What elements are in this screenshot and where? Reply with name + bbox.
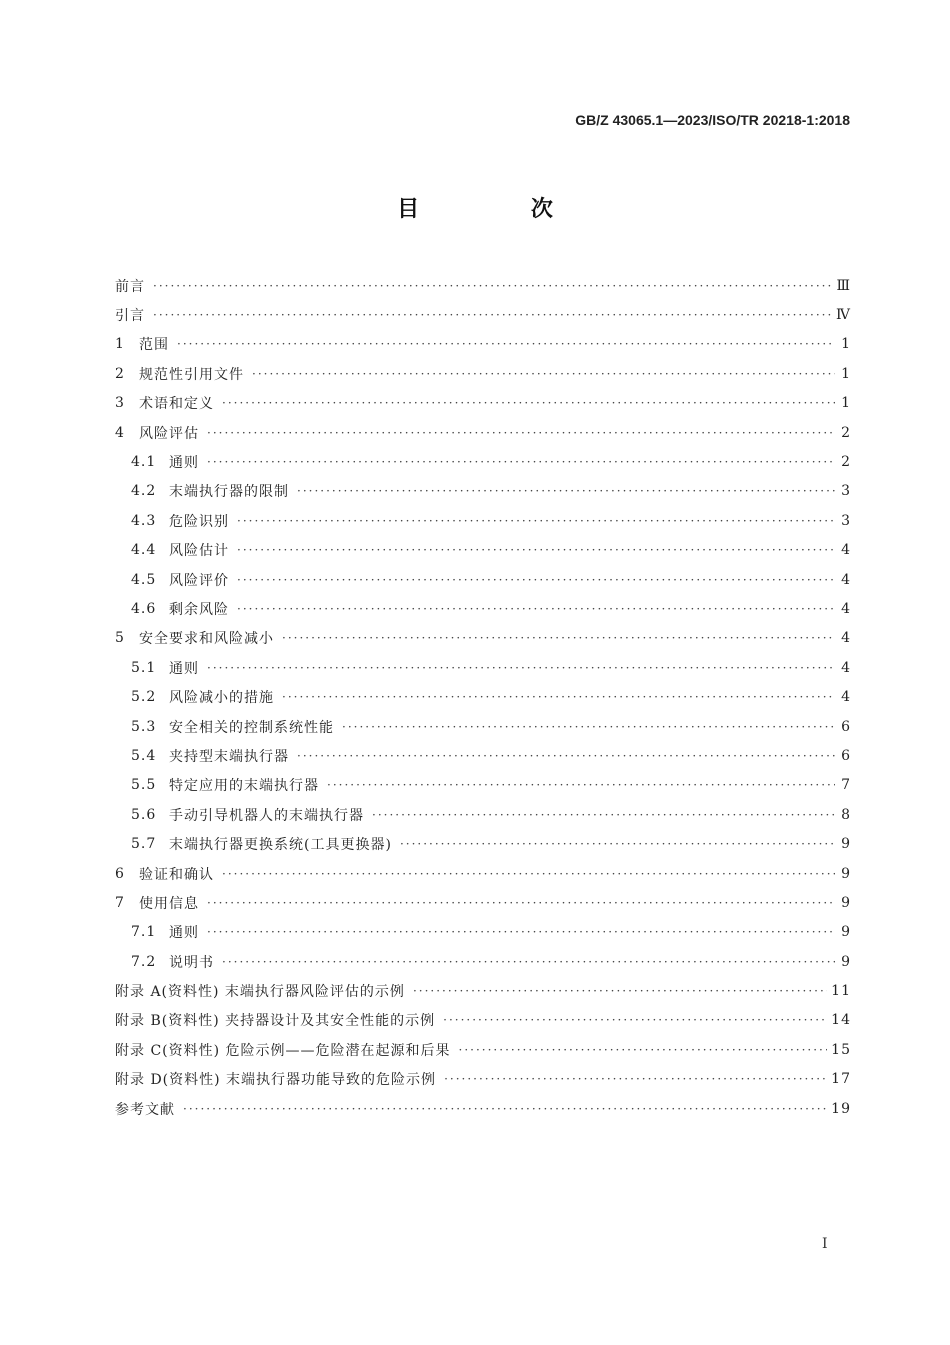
toc-entry[interactable] xyxy=(115,359,851,388)
dot-leader xyxy=(282,631,835,645)
toc-entry-page: 4 xyxy=(841,689,851,706)
dot-leader xyxy=(342,720,835,734)
toc-entry-number: 5.5 xyxy=(131,777,157,794)
dot-leader xyxy=(252,367,835,381)
toc-entry-label: 夹持型末端执行器 xyxy=(169,748,289,765)
toc-entry[interactable] xyxy=(115,506,851,535)
dot-leader xyxy=(207,896,835,910)
toc-entry-number: 7 xyxy=(115,894,125,911)
dot-leader xyxy=(237,514,835,528)
toc-entry[interactable] xyxy=(115,712,851,741)
toc-entry[interactable] xyxy=(115,918,851,947)
toc-entry[interactable] xyxy=(115,389,851,418)
dot-leader xyxy=(222,955,835,969)
toc-entry-label: 附录 D(资料性) 末端执行器功能导致的危险示例 xyxy=(115,1072,437,1089)
dot-leader xyxy=(237,602,835,616)
toc-entry-label: 使用信息 xyxy=(139,895,199,912)
toc-entry-page: 4 xyxy=(841,600,851,617)
toc-entry[interactable] xyxy=(115,653,851,682)
toc-entry[interactable] xyxy=(115,888,851,917)
toc-entry[interactable] xyxy=(115,536,851,565)
toc-entry[interactable] xyxy=(115,741,851,770)
toc-entry-label: 剩余风险 xyxy=(169,601,229,618)
toc-entry-label: 风险评估 xyxy=(139,425,199,442)
page-title: 目 次 xyxy=(397,196,605,222)
toc-entry-number: 5.1 xyxy=(131,659,157,676)
dot-leader xyxy=(237,573,835,587)
toc-entry-label: 末端执行器的限制 xyxy=(169,484,289,501)
dot-leader xyxy=(222,867,835,881)
toc-entry[interactable] xyxy=(115,565,851,594)
toc-entry[interactable] xyxy=(115,800,851,829)
toc-entry[interactable] xyxy=(115,1094,851,1123)
toc-entry-number: 5.7 xyxy=(131,836,157,853)
toc-entry-page: 9 xyxy=(841,924,851,941)
toc-entry-page: 3 xyxy=(841,512,851,529)
dot-leader xyxy=(153,279,832,293)
toc-entry-page: 3 xyxy=(841,483,851,500)
dot-leader xyxy=(207,925,835,939)
toc-entry-number: 3 xyxy=(115,395,125,412)
toc-entry-number: 4 xyxy=(115,424,125,441)
standard-number-header: GB/Z 43065.1—2023/ISO/TR 20218-1:2018 xyxy=(575,112,850,128)
toc-entry-page: 2 xyxy=(841,454,851,471)
toc-entry-label: 风险估计 xyxy=(169,543,229,560)
toc-entry-number: 2 xyxy=(115,365,125,382)
toc-entry[interactable] xyxy=(115,330,851,359)
toc-entry[interactable] xyxy=(115,1006,851,1035)
dot-leader xyxy=(297,484,835,498)
toc-entry-number: 5 xyxy=(115,630,125,647)
toc-entry[interactable] xyxy=(115,271,851,300)
toc-entry-number: 4.4 xyxy=(131,542,157,559)
toc-entry-page: 9 xyxy=(841,894,851,911)
toc-entry-label: 附录 A(资料性) 末端执行器风险评估的示例 xyxy=(115,984,405,1001)
dot-leader xyxy=(413,984,827,998)
toc-entry[interactable] xyxy=(115,947,851,976)
dot-leader xyxy=(443,1013,827,1027)
dot-leader xyxy=(207,661,835,675)
toc-entry[interactable] xyxy=(115,1035,851,1064)
toc-entry-label: 通则 xyxy=(169,455,199,472)
toc-entry-number: 1 xyxy=(115,336,125,353)
toc-entry-label: 范围 xyxy=(139,337,169,354)
toc-entry-label: 危险识别 xyxy=(169,513,229,530)
toc-entry-label: 风险减小的措施 xyxy=(169,690,274,707)
toc-entry-page: Ⅲ xyxy=(836,277,851,294)
table-of-contents xyxy=(115,271,851,1123)
toc-entry[interactable] xyxy=(115,829,851,858)
toc-entry[interactable] xyxy=(115,976,851,1005)
toc-entry-number: 4.2 xyxy=(131,483,157,500)
toc-entry-page: 4 xyxy=(841,542,851,559)
toc-entry-number: 4.5 xyxy=(131,571,157,588)
toc-entry-number: 6 xyxy=(115,865,125,882)
toc-entry[interactable] xyxy=(115,624,851,653)
toc-entry-page: 4 xyxy=(841,659,851,676)
toc-entry-page: 9 xyxy=(841,836,851,853)
toc-entry[interactable] xyxy=(115,682,851,711)
dot-leader xyxy=(237,543,835,557)
toc-entry-number: 5.4 xyxy=(131,747,157,764)
toc-entry-page: 6 xyxy=(841,747,851,764)
toc-entry-number: 5.6 xyxy=(131,806,157,823)
dot-leader xyxy=(207,426,835,440)
toc-entry-page: 1 xyxy=(841,336,851,353)
dot-leader xyxy=(282,690,835,704)
toc-entry-number: 4.6 xyxy=(131,600,157,617)
toc-entry-number: 4.3 xyxy=(131,512,157,529)
dot-leader xyxy=(400,837,835,851)
toc-entry-page: 14 xyxy=(831,1012,851,1029)
toc-entry-label: 说明书 xyxy=(169,954,214,971)
toc-entry-page: 11 xyxy=(831,983,851,1000)
toc-entry-page: 9 xyxy=(841,865,851,882)
toc-entry-page: 19 xyxy=(831,1100,851,1117)
toc-entry-label: 安全要求和风险减小 xyxy=(139,631,274,648)
toc-entry[interactable] xyxy=(115,447,851,476)
toc-entry-label: 附录 B(资料性) 夹持器设计及其安全性能的示例 xyxy=(115,1013,436,1030)
dot-leader xyxy=(153,308,832,322)
toc-entry-page: 17 xyxy=(831,1071,851,1088)
toc-entry-label: 附录 C(资料性) 危险示例——危险潜在起源和后果 xyxy=(115,1042,451,1059)
dot-leader xyxy=(207,455,835,469)
toc-entry-label: 术语和定义 xyxy=(139,396,214,413)
toc-entry-page: 7 xyxy=(841,777,851,794)
dot-leader xyxy=(372,808,835,822)
toc-entry-label: 规范性引用文件 xyxy=(139,366,244,383)
toc-entry-number: 5.2 xyxy=(131,689,157,706)
toc-entry-label: 特定应用的末端执行器 xyxy=(169,778,319,795)
toc-entry-page: 15 xyxy=(831,1041,851,1058)
toc-entry[interactable] xyxy=(115,594,851,623)
dot-leader xyxy=(297,749,835,763)
dot-leader xyxy=(177,337,835,351)
toc-entry-page: Ⅳ xyxy=(836,307,851,324)
toc-entry-page: 1 xyxy=(841,395,851,412)
toc-entry-page: 9 xyxy=(841,953,851,970)
toc-entry[interactable] xyxy=(115,300,851,329)
dot-leader xyxy=(183,1102,827,1116)
toc-entry-number: 5.3 xyxy=(131,718,157,735)
toc-entry[interactable] xyxy=(115,1065,851,1094)
dot-leader xyxy=(222,396,835,410)
toc-entry-label: 手动引导机器人的末端执行器 xyxy=(169,807,364,824)
toc-entry-label: 引言 xyxy=(115,308,145,325)
toc-entry[interactable] xyxy=(115,477,851,506)
dot-leader xyxy=(327,778,835,792)
toc-entry-label: 验证和确认 xyxy=(139,866,214,883)
toc-entry-page: 1 xyxy=(841,365,851,382)
page-number: I xyxy=(822,1236,828,1252)
toc-entry-label: 前言 xyxy=(115,278,145,295)
dot-leader xyxy=(459,1043,828,1057)
toc-entry-label: 安全相关的控制系统性能 xyxy=(169,719,334,736)
toc-entry-number: 7.1 xyxy=(131,924,157,941)
toc-entry-number: 7.2 xyxy=(131,953,157,970)
toc-entry-page: 8 xyxy=(841,806,851,823)
dot-leader xyxy=(444,1072,827,1086)
toc-entry-page: 2 xyxy=(841,424,851,441)
toc-entry-page: 4 xyxy=(841,630,851,647)
toc-entry-page: 4 xyxy=(841,571,851,588)
toc-entry-label: 风险评价 xyxy=(169,572,229,589)
toc-entry-label: 参考文献 xyxy=(115,1101,175,1118)
toc-entry-label: 通则 xyxy=(169,660,199,677)
toc-entry-label: 末端执行器更换系统(工具更换器) xyxy=(169,837,392,854)
toc-entry-number: 4.1 xyxy=(131,454,157,471)
toc-entry[interactable] xyxy=(115,418,851,447)
toc-entry-page: 6 xyxy=(841,718,851,735)
toc-entry[interactable] xyxy=(115,771,851,800)
toc-entry-label: 通则 xyxy=(169,925,199,942)
toc-entry[interactable] xyxy=(115,859,851,888)
